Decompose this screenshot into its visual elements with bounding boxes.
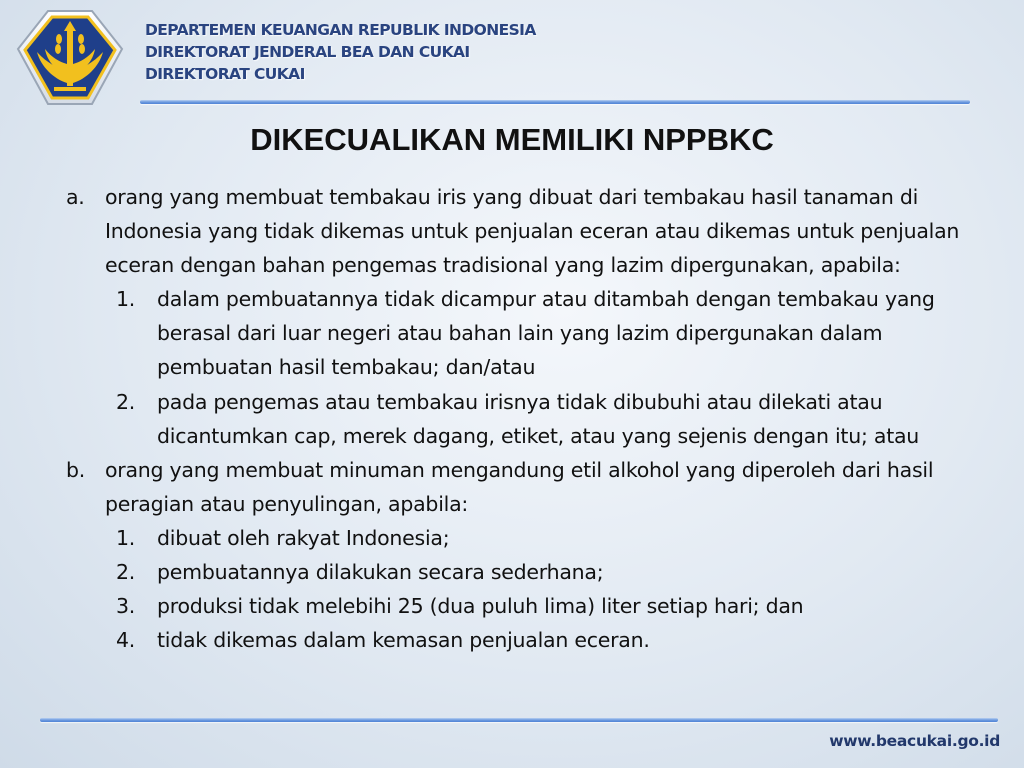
list-item-text: orang yang membuat tembakau iris yang dibuat dari tembakau hasil tanaman di Indonesia yang tidak dikemas untuk penjualan eceran atau dikemas untuk penjualan eceran dengan bahan pengemas tradisional yang lazim dipergunakan, apabila:: [105, 185, 960, 278]
list-item-b: [66, 453, 1001, 521]
org-line-directorate-general: DIREKTORAT JENDERAL BEA DAN CUKAI: [145, 43, 470, 61]
sub-item-a-2: [66, 385, 1001, 453]
sub-item-text: pembuatannya dilakukan secara sederhana;: [157, 560, 604, 585]
org-line-ministry: DEPARTEMEN KEUANGAN REPUBLIK INDONESIA: [145, 21, 536, 39]
list-marker: 3.: [116, 594, 136, 619]
sub-item-text: pada pengemas atau tembakau irisnya tidak dibubuhi atau dilekati atau dicantumkan cap, merek dagang, etiket, atau yang sejenis dengan itu; atau: [157, 389, 920, 448]
slide-content: [66, 180, 1001, 657]
footer-website-url: www.beacukai.go.id: [829, 732, 1000, 750]
list-marker: 1.: [116, 525, 136, 550]
sub-item-b-2: [66, 555, 1001, 589]
sub-item-b-3: [66, 589, 1001, 623]
sub-item-text: tidak dikemas dalam kemasan penjualan eceran.: [157, 628, 650, 653]
list-marker: 1.: [116, 287, 136, 312]
org-line-directorate: DIREKTORAT CUKAI: [145, 65, 305, 83]
sub-item-a-1: [66, 282, 1001, 384]
sub-item-text: produksi tidak melebihi 25 (dua puluh lima) liter setiap hari; dan: [157, 594, 804, 619]
sub-item-b-1: [66, 521, 1001, 555]
list-marker: a.: [66, 185, 85, 209]
list-marker: 2.: [116, 560, 136, 585]
slide-title: DIKECUALIKAN MEMILIKI NPPBKC: [250, 122, 774, 157]
organization-header: [145, 19, 536, 85]
list-item-text: orang yang membuat minuman mengandung etil alkohol yang diperoleh dari hasil peragian atau penyulingan, apabila:: [105, 457, 934, 516]
header-divider: [140, 100, 970, 104]
list-marker: b.: [66, 457, 86, 482]
list-item-a: [66, 180, 1001, 282]
kemenkeu-emblem-icon: [10, 5, 130, 110]
footer-divider: [40, 718, 998, 722]
list-marker: 2.: [116, 389, 136, 414]
list-marker: 4.: [116, 628, 136, 653]
sub-item-b-4: [66, 623, 1001, 657]
sub-item-text: dalam pembuatannya tidak dicampur atau ditambah dengan tembakau yang berasal dari luar negeri atau bahan lain yang lazim dipergunakan dalam pembuatan hasil tembakau; dan/atau: [157, 287, 935, 380]
sub-item-text: dibuat oleh rakyat Indonesia;: [157, 525, 450, 550]
